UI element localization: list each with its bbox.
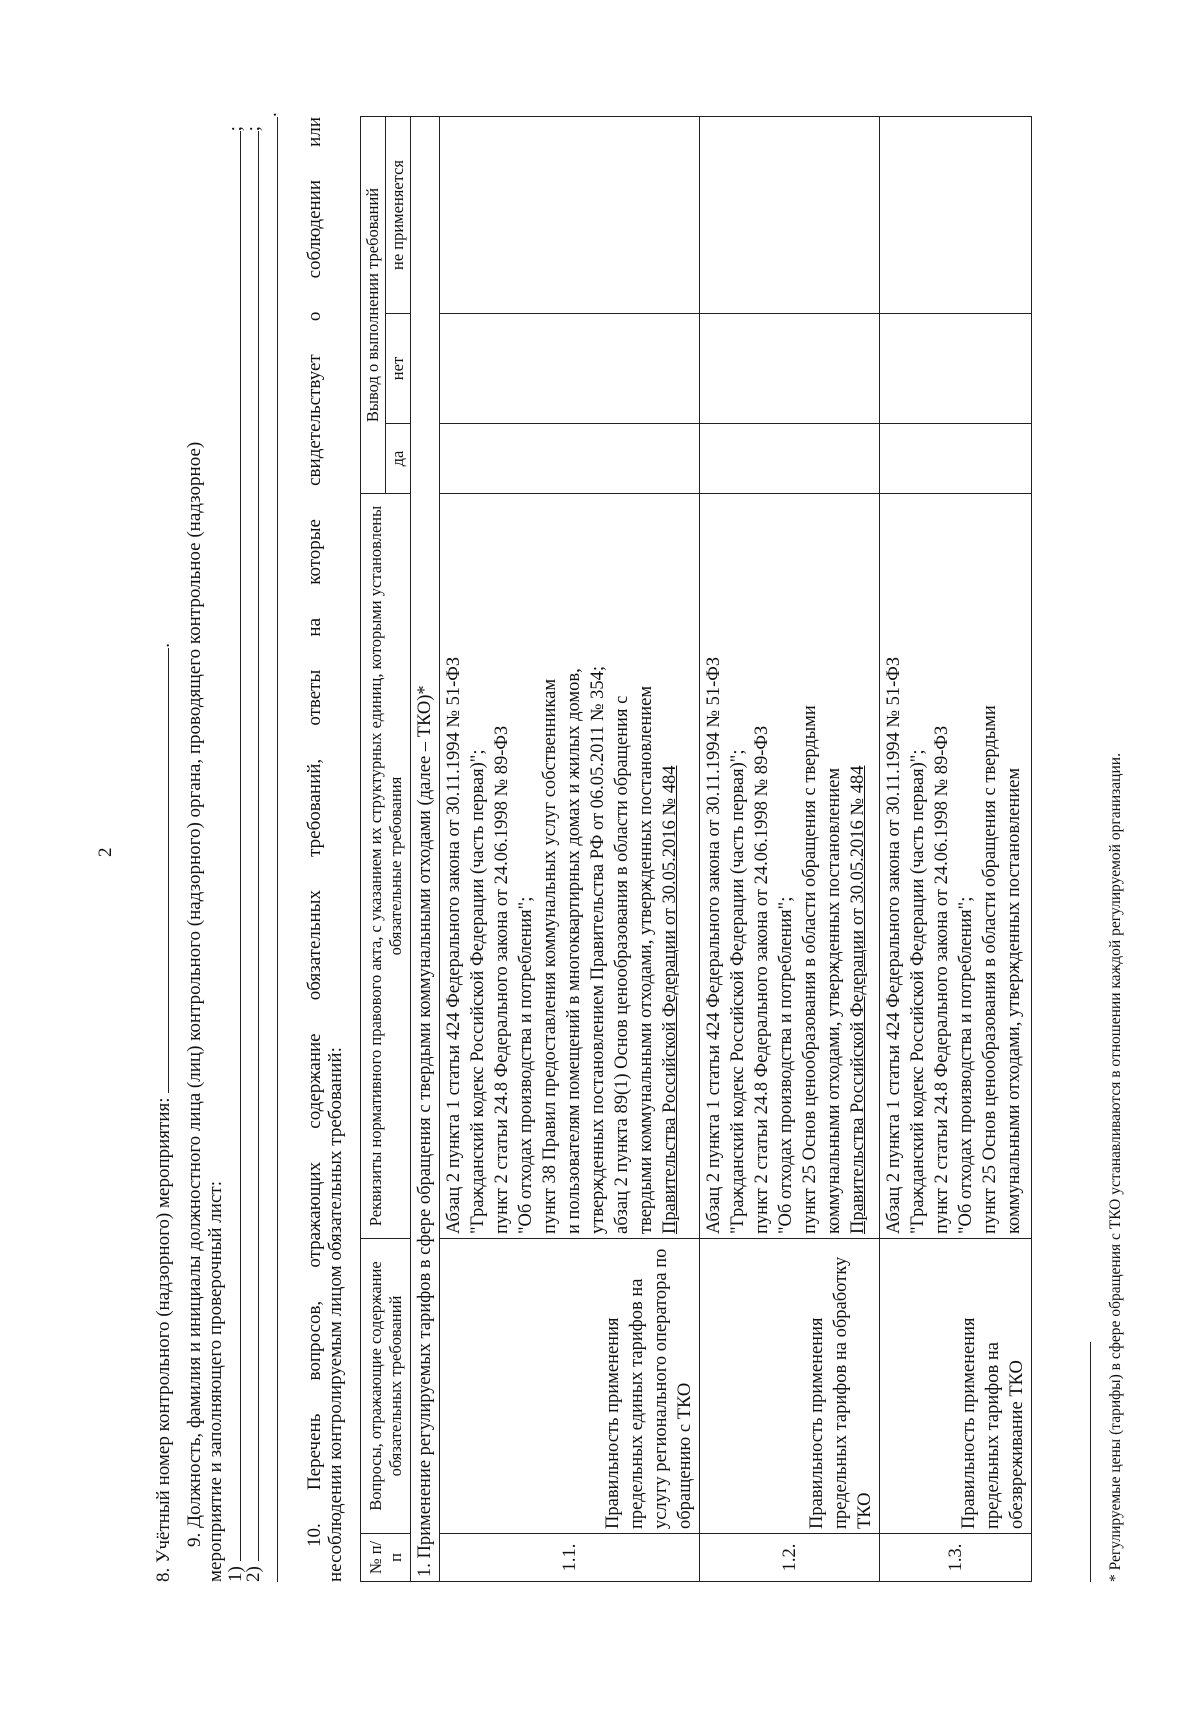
row-question: Правильность применения предельных единых тарифов на услугу регионального оператора по обращению с ТКО: [440, 1239, 700, 1534]
item-10-line2: несоблюдении контролируемым лицом обязательных требований:: [325, 1047, 346, 1582]
section-row: [411, 116, 440, 1581]
row-acts: Абзац 2 пункта 1 статьи 424 Федерального закона от 30.11.1994 № 51-ФЗ "Гражданский кодекс Российской Федерации (часть первая)"; пункт 2 статьи 24.8 Федерального закона от 24.06.1998 № 89-ФЗ "Об отходах производства и потребления"; пункт 25 Основ ценообразования в области обращения с твердыми коммунальными отходами, утвержденных постановлением Правительства Российской Федерации от 30.05.2016 № 484: [700, 494, 880, 1239]
answer-na-cell[interactable]: [700, 116, 880, 313]
item-8-blank[interactable]: [150, 648, 169, 1093]
col-header-yes: да: [386, 424, 411, 494]
col-header-number: № п/п: [361, 1534, 411, 1582]
item-9-entry-2: 2) ;: [240, 126, 266, 1582]
answer-na-cell[interactable]: [880, 116, 1032, 313]
row-acts: Абзац 2 пункта 1 статьи 424 Федерального закона от 30.11.1994 № 51-ФЗ "Гражданский кодекс Российской Федерации (часть первая)"; пункт 2 статьи 24.8 Федерального закона от 24.06.1998 № 89-ФЗ "Об отходах производства и потребления"; пункт 25 Основ ценообразования в области обращения с твердыми коммунальными отходами, утвержденных постановлением: [880, 494, 1032, 1239]
item-10-line1: 10. Перечень вопросов, отражающих содержание обязательных требований, ответы на которые свидетельствует о соблюдении или: [304, 117, 325, 1547]
row-acts: Абзац 2 пункта 1 статьи 424 Федерального закона от 30.11.1994 № 51-ФЗ "Гражданский кодекс Российской Федерации (часть первая)"; пункт 2 статьи 24.8 Федерального закона от 24.06.1998 № 89-ФЗ "Об отходах производства и потребления"; пункт 38 Правил предоставления коммунальных услуг собственникам и пользователям помещений в многоквартирных домах и жилых домов, утвержденных постановлением Правительства РФ от 06.05.2011 № 354; абзац 2 пункта 89(1) Основ ценообразования в области обращения с твердыми коммунальными отходами, утвержденных постановлением Правительства Российской Федерации от 30.05.2016 № 484: [440, 494, 700, 1239]
table-row: [880, 116, 1032, 1581]
item-8: 8. Учётный номер контрольного (надзорного) мероприятия: .: [150, 643, 176, 1582]
page-number: 2: [95, 847, 116, 857]
col-header-acts: Реквизиты нормативного правового акта, с указанием их структурных единиц, которыми установлены обязательные требования: [361, 494, 411, 1239]
table-header-row: [361, 116, 386, 1581]
row-number: 1.2.: [700, 1534, 880, 1582]
table-row: [700, 116, 880, 1581]
row-question: Правильность применения предельных тарифов на обработку ТКО: [700, 1239, 880, 1534]
table-row: [440, 116, 700, 1581]
col-header-na: не применяется: [386, 116, 411, 313]
answer-no-cell[interactable]: [440, 314, 700, 424]
document-page: 2 8. Учётный номер контрольного (надзорного) мероприятия: . 9. Должность, фамилия и инициалы должностного лица (лиц) контрольного (надзорного) органа, проводящего контрольное (надзорное) мероприятие и заполняющего проверочный лист: 1) ; 2) ; . 10. Перечень вопросов, отражающих содержание обязательных требований, ответы на которые свидетельствует о соблюдении или несоблюдении контролируемым лицом обязательных требований: № п/п Вопросы, отражающие содержание обязательных требований Реквизиты нормативного правового акта, с указанием их структурных единиц, которыми установлены обязательные требования Вывод о выполнении требований да нет не применяется 1. Применение регулируемых тарифов в сфере обращения с твердыми коммунальными отходами (далее – ТКО)* 1.1. Правильность применения предельных единых тарифов на услугу регионального оператора по обращению с ТКО Абзац 2 пункта 1 статьи 424 Федерального закона от 30.11.1994 № 51-ФЗ "Гражданский кодекс Российской Федерации (часть первая)"; пункт 2 статьи 24.8 Федерального закона от 24.06.1998 № 89-ФЗ "Об отходах производства и потребления"; пункт 38 Правил предоставления коммунальных услуг собственникам и пользователям помещений в многоквартирных домах и жилых домов, утвержденных постановлением Правительства РФ от 06.05.2011 № 354; абзац 2 пункта 89(1) Основ ценообразования в области обращения с твердыми коммунальными отходами, утвержденных постановлением Правительства Российской Федерации от 30.05.2016 № 484 1.2. Правильность применения предельных тарифов на обработку ТКО Абзац 2 пункта 1 статьи 424 Федерального закона от 30.11.1994 № 51-ФЗ "Гражданский кодекс Российской Федерации (часть первая)"; пункт 2 статьи 24.8 Федерального закона от 24.06.1998 № 89-ФЗ "Об отходах производства и потребления"; пункт 25 Основ ценообразования в области обращения с твердыми коммунальными отходами, утвержденных постановлением Правительства Российской Федерации от 30.05.2016 № 484 1.3. Правильность применения предельных тарифов на обезвреживание ТКО Абзац 2 пункта 1 статьи 424 Федерального закона от 30.11.1994 № 51-ФЗ "Гражданский кодекс Российской Федерации (часть первая)"; пункт 2 статьи 24.8 Федерального закона от 24.06.1998 № 89-ФЗ "Об отходах производства и потребления"; пункт 25 Основ ценообразования в области обращения с твердыми коммунальными отходами, утвержденных постановлением * Регулируемые цены (тарифы) в сфере обращения с ТКО устанавливаются в отношении каждой регулируемой организации.: [95, 112, 1124, 1582]
row-number: 1.3.: [880, 1534, 1032, 1582]
item-9-line2: мероприятие и заполняющего проверочный лист:: [205, 1181, 226, 1582]
col-header-question: Вопросы, отражающие содержание обязательных требований: [361, 1239, 411, 1534]
footnote: * Регулируемые цены (тарифы) в сфере обращения с ТКО устанавливаются в отношении каждой регулируемой организации.: [1107, 753, 1124, 1582]
item-9-line1: 9. Должность, фамилия и инициалы должностного лица (лиц) контрольного (надзорного) органа, проводящего контрольное (надзорное): [184, 441, 205, 1547]
answer-yes-cell[interactable]: [880, 424, 1032, 494]
item-8-label: 8. Учётный номер контрольного (надзорного) мероприятия:: [153, 1097, 174, 1582]
answer-na-cell[interactable]: [440, 116, 700, 313]
row-question: Правильность применения предельных тарифов на обезвреживание ТКО: [880, 1239, 1032, 1534]
section-title: 1. Применение регулируемых тарифов в сфере обращения с твердыми коммунальными отходами (далее – ТКО)*: [411, 116, 440, 1581]
entry-2-blank[interactable]: [240, 131, 259, 1561]
answer-no-cell[interactable]: [880, 314, 1032, 424]
requirements-table: [360, 116, 1032, 1582]
item-9-entry-1: 1) ;: [222, 126, 248, 1582]
answer-yes-cell[interactable]: [700, 424, 880, 494]
separator-line: [277, 117, 278, 1582]
row-number: 1.1.: [440, 1534, 700, 1582]
answer-no-cell[interactable]: [700, 314, 880, 424]
answer-yes-cell[interactable]: [440, 424, 700, 494]
entry-1-blank[interactable]: [222, 131, 241, 1561]
col-header-no: нет: [386, 314, 411, 424]
footnote-separator: [1090, 1342, 1091, 1582]
col-header-conclusion: Вывод о выполнении требований: [361, 116, 386, 493]
